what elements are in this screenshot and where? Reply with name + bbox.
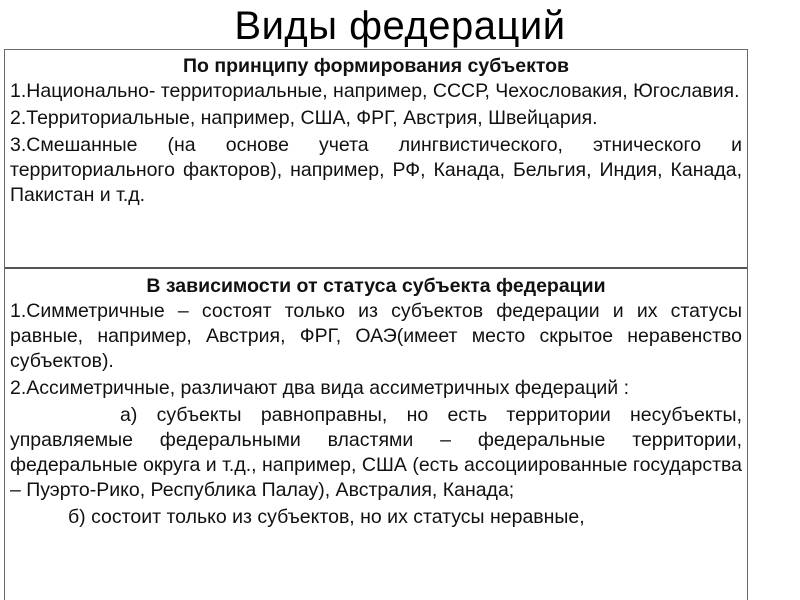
list-item-asymmetric-b: б) состоит только из субъектов, но их статусы неравные, (68, 506, 585, 528)
table-row-subject-status (5, 267, 747, 600)
federation-types-table (4, 49, 748, 600)
list-item-asymmetric-a: а) субъекты равноправны, но есть территории несубъекты, управляемые федеральными властями – федеральные территории, федеральные округа и т.д., например, США (есть ассоциированные государства – Пуэрто-Рико, Республика Палау), Австралия, Канада; (10, 404, 742, 501)
list-item-national-territorial: 1.Национально- территориальные, например, СССР, Чехословакия, Югославия. (10, 80, 740, 102)
table-row-formation-principle (5, 49, 747, 267)
slide-title: Виды федераций (234, 4, 566, 48)
list-item-asymmetric: 2.Ассиметричные, различают два вида ассиметричных федераций : (10, 377, 630, 399)
list-item-territorial: 2.Территориальные, например, США, ФРГ, Австрия, Швейцария. (10, 107, 598, 129)
section-heading-subject-status: В зависимости от статуса субъекта федерации (146, 275, 606, 297)
list-item-symmetric: 1.Симметричные – состоят только из субъектов федерации и их статусы равные, например, Австрия, ФРГ, ОАЭ(имеет место скрытое неравенство субъектов). (10, 300, 742, 372)
list-item-mixed: 3.Смешанные (на основе учета лингвистического, этнического и территориального факторов), например, РФ, Канада, Бельгия, Индия, Канада, Пакистан и т.д. (10, 134, 742, 206)
section-heading-formation-principle: По принципу формирования субъектов (182, 55, 570, 77)
